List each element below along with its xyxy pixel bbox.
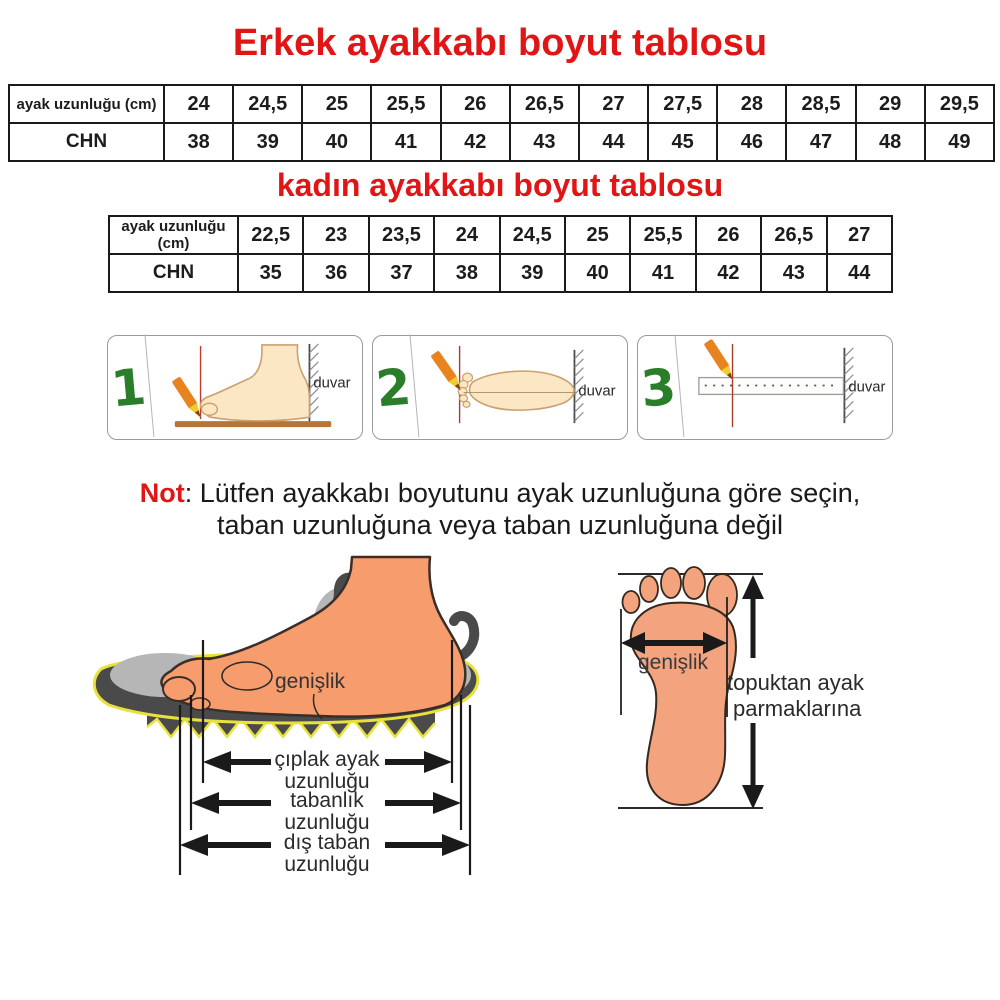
size-cell: 35 xyxy=(238,254,303,292)
foot-sole-illustration xyxy=(623,567,738,805)
measure-step-3 xyxy=(637,335,893,440)
row-header-cell: ayak uzunluğu (cm) xyxy=(109,216,238,254)
size-cell: 46 xyxy=(717,123,786,161)
men-chn-row xyxy=(9,123,994,161)
size-cell: 43 xyxy=(510,123,579,161)
heel-to-toe-label-1: topuktan ayak xyxy=(727,670,864,695)
foot-top-shape xyxy=(470,371,575,410)
men-table-title: Erkek ayakkabı boyut tablosu xyxy=(232,22,768,64)
size-cell: 48 xyxy=(856,123,925,161)
pencil-icon xyxy=(172,376,205,420)
size-cell: 43 xyxy=(761,254,826,292)
foot-length-cell: 22,5 xyxy=(238,216,303,254)
step-1-illustration xyxy=(150,336,362,439)
size-cell: 37 xyxy=(369,254,434,292)
foot-top-measure-art xyxy=(415,336,625,437)
size-cell: 41 xyxy=(371,123,440,161)
heel-to-toe-label-2: parmaklarına xyxy=(733,696,862,721)
width-label: genişlik xyxy=(637,651,709,674)
note-text-1: : Lütfen ayakkabı boyutunu ayak uzunluğuna göre seçin, xyxy=(184,478,861,508)
size-cell: 47 xyxy=(786,123,855,161)
row-header-cell: CHN xyxy=(109,254,238,292)
foot-length-cell: 25 xyxy=(302,85,371,123)
foot-length-cell: 24,5 xyxy=(233,85,302,123)
measure-step-2 xyxy=(372,335,628,440)
women-chn-row xyxy=(109,254,892,292)
outsole-length-label-2: uzunluğu xyxy=(284,853,370,876)
foot-length-cell: 27 xyxy=(579,85,648,123)
note-section xyxy=(0,477,1000,541)
barefoot-length-label-1: çıplak ayak xyxy=(274,748,380,771)
big-toe xyxy=(202,403,218,415)
pencil-icon xyxy=(704,339,737,383)
size-cell: 44 xyxy=(579,123,648,161)
women-size-table xyxy=(108,215,893,293)
foot-length-cell: 27 xyxy=(827,216,892,254)
foot-length-cell: 26 xyxy=(441,85,510,123)
size-cell: 40 xyxy=(302,123,371,161)
foot-length-cell: 23 xyxy=(303,216,368,254)
step-number: 1 xyxy=(104,334,155,440)
size-cell: 45 xyxy=(648,123,717,161)
side-view-diagram xyxy=(85,555,505,885)
size-cell: 40 xyxy=(565,254,630,292)
measurement-labels xyxy=(274,748,380,876)
foot-length-cell: 29 xyxy=(856,85,925,123)
foot-length-cell: 28 xyxy=(717,85,786,123)
step-3-illustration xyxy=(680,336,892,439)
women-table-title: kadın ayakkabı boyut tablosu xyxy=(276,167,724,203)
men-foot-length-row xyxy=(9,85,994,123)
step-number: 3 xyxy=(634,334,685,440)
foot-length-cell: 25,5 xyxy=(371,85,440,123)
foot-length-cell: 29,5 xyxy=(925,85,994,123)
foot-length-cell: 23,5 xyxy=(369,216,434,254)
size-cell: 39 xyxy=(233,123,302,161)
foot-length-cell: 25,5 xyxy=(630,216,695,254)
wall-label: duvar xyxy=(578,383,616,400)
size-cell: 36 xyxy=(303,254,368,292)
foot-length-cell: 28,5 xyxy=(786,85,855,123)
note-text-2: taban uzunluğuna veya taban uzunluğuna değil xyxy=(217,510,783,540)
foot-length-cell: 26,5 xyxy=(510,85,579,123)
wall-label: duvar xyxy=(848,379,886,396)
step-number: 2 xyxy=(369,334,420,440)
size-cell: 39 xyxy=(500,254,565,292)
insole-length-label-2: uzunluğu xyxy=(284,811,370,834)
step-2-illustration xyxy=(415,336,627,439)
size-cell: 38 xyxy=(164,123,233,161)
toe xyxy=(463,401,470,407)
note-line-1 xyxy=(0,477,1000,509)
size-cell: 38 xyxy=(434,254,499,292)
wall-label: duvar xyxy=(313,375,351,392)
foot-length-cell: 25 xyxy=(565,216,630,254)
ruler-measure-art xyxy=(680,336,890,437)
width-label: genişlik xyxy=(274,670,346,693)
ruler xyxy=(699,378,844,395)
barefoot-length-label-2: uzunluğu xyxy=(284,770,370,793)
row-header-cell: ayak uzunluğu (cm) xyxy=(9,85,164,123)
foot-length-cell: 24 xyxy=(164,85,233,123)
size-cell: 44 xyxy=(827,254,892,292)
foot-length-cell: 24,5 xyxy=(500,216,565,254)
sole-view-diagram xyxy=(585,555,885,845)
note-label: Not xyxy=(139,478,185,508)
foot-length-cell: 24 xyxy=(434,216,499,254)
insole-length-label-1: tabanlık xyxy=(290,789,364,812)
measure-step-1 xyxy=(107,335,363,440)
size-cell: 42 xyxy=(696,254,761,292)
size-cell: 42 xyxy=(441,123,510,161)
size-cell: 41 xyxy=(630,254,695,292)
foot-length-cell: 26,5 xyxy=(761,216,826,254)
row-header-cell: CHN xyxy=(9,123,164,161)
foot-length-cell: 26 xyxy=(696,216,761,254)
size-cell: 49 xyxy=(925,123,994,161)
second-toe xyxy=(190,698,210,710)
foot-side-measure-art xyxy=(150,336,360,437)
outsole-length-label-1: dış taban xyxy=(283,831,371,854)
measuring-board xyxy=(175,421,331,427)
men-size-table xyxy=(8,84,995,162)
foot-length-cell: 27,5 xyxy=(648,85,717,123)
women-foot-length-row xyxy=(109,216,892,254)
